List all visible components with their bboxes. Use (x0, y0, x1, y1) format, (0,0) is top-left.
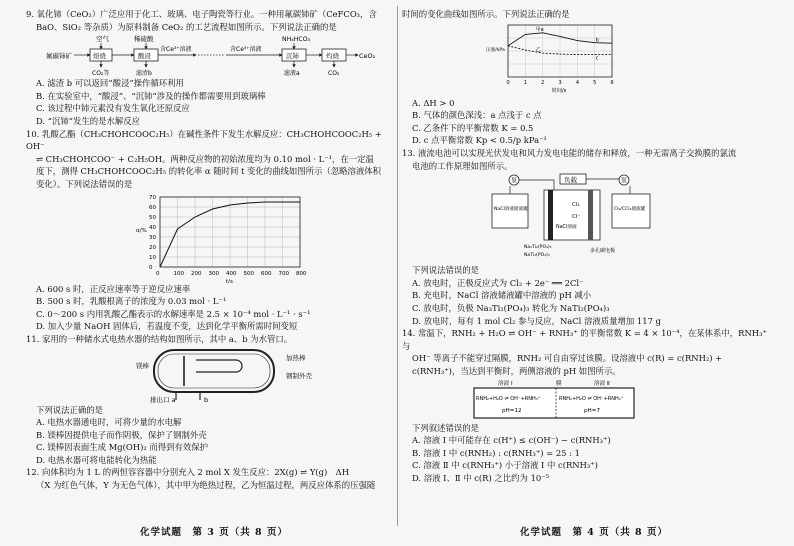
ph-right: pH=7 (584, 407, 601, 414)
q14-option-c: C. 溶液 Ⅱ 中 c(RNH₃⁺) 小于溶液 Ⅰ 中 c(RNH₃⁺) (412, 460, 598, 471)
q9-option-d: D. “沉铈”发生的是水解反应 (36, 115, 141, 126)
q10-stem-2: ⇌ CH₃CHOHCOO⁻ + C₂H₅OH。两种反应物的初始浓度均为 0.10 mol · L⁻¹，在一定温 (36, 153, 374, 164)
flow-co2: CO₂等 (92, 70, 110, 78)
mid-solution-label: NaCl溶液 (556, 225, 577, 231)
q14-stem-1: 14. 常温下，RNH₂ + H₂O ⇌ OH⁻ + RNH₃⁺ 的平衡常数 K = 4 × 10⁻⁴，在某体系中，RNH₃⁺ 与 (402, 328, 767, 351)
load-label: 负载 (564, 176, 577, 185)
q10-option-b: B. 500 s 时，乳酸根离子的浓度为 0.03 mol · L⁻¹ (36, 296, 227, 307)
y-axis-label: 压强/kPa (486, 47, 505, 53)
q9-stem-2: BaO、SiO₂ 等杂质）为原料制备 CeO₂ 的工艺流程如图所示。下列说法正确的是 (36, 21, 337, 32)
x-tick-label: 100 (173, 270, 184, 277)
flow-hcl: 稀硫酸 (134, 35, 154, 44)
q11-option-a: A. 电热水器通电时，可将少量的水电解 (36, 417, 182, 428)
pump-right-label: 泵 (621, 177, 628, 185)
q13-stem-2: 电池的工作原理如图所示。 (412, 160, 513, 171)
q12-stem-1: 12. 向体积均为 1 L 的两恒容容器中分别充入 2 mol X 发生反应：2X(g) ⇌ Y(g) ΔH (26, 467, 350, 478)
q10-stem-3: 度下，测得 CH₃CHOHCOOC₂H₅ 的转化率 α 随时间 t 变化的曲线如图所示（忽略溶液体积 (36, 166, 382, 177)
heater-rod-label: 加热棒 (286, 353, 306, 362)
question-9 (26, 8, 396, 128)
q13-option-c: C. 放电时，负极 Na₃Ti₂(PO₄)₃ 转化为 NaTi₂(PO₄)₃ (412, 302, 610, 313)
x-axis-label: 时间/s (552, 87, 567, 94)
x-tick-label: 800 (296, 270, 307, 277)
x-tick-label: 300 (208, 270, 219, 277)
question-10 (26, 128, 396, 333)
q9-option-a: A. 滤渣 b 可以返回“酸浸”操作循环利用 (36, 78, 184, 89)
q10-conversion-chart (134, 191, 314, 283)
y-tick-label: 0 (149, 264, 153, 271)
q10-option-a: A. 600 s 时，正反应速率等于逆反应速率 (36, 283, 191, 294)
eq-right: RNH₂+H₂O ⇌ OH⁻+RNH₃⁺ (559, 395, 624, 402)
left-tank-label: NaCl溶液储液罐 (494, 207, 528, 213)
y-tick-label: 50 (149, 214, 156, 221)
q10-option-c: C. 0～200 s 内用乳酸乙酯表示的水解速率是 2.5 × 10⁻⁴ mol · L⁻¹ · s⁻¹ (36, 308, 311, 319)
x-tick-label: 1 (523, 79, 528, 86)
q12-stem-3: 时间的变化曲线如图所示。下列说法正确的是 (402, 9, 570, 19)
right-column (402, 8, 774, 484)
q13-sub: 下列说法错误的是 (412, 265, 479, 276)
ph-left: pH=12 (502, 407, 522, 414)
x-axis-label: t/s (226, 278, 233, 283)
x-tick-label: 2 (541, 79, 545, 86)
q12-option-a: A. ΔH > 0 (412, 97, 455, 108)
outlet-a-label: 排出口 a (150, 395, 176, 404)
series-label: 乙 (535, 46, 541, 53)
question-14 (402, 327, 774, 484)
y-tick-label: 20 (149, 244, 156, 251)
x-tick-label: 5 (593, 79, 597, 86)
flow-ce3: 含Ce³⁺溶液 (160, 46, 192, 54)
q14-stem-2: OH⁻ 等离子不能穿过隔膜，RNH₂ 可自由穿过该膜。设溶液中 c(R) = c(RNH₂) + (412, 353, 723, 364)
y-tick-label: 10 (149, 254, 156, 261)
q10-option-d: D. 加入少量 NaOH 固体后，若温度不变，达到化学平衡所需时间变短 (36, 321, 298, 332)
question-12 (26, 466, 396, 491)
point-b-label: b (595, 37, 599, 44)
q9-option-c: C. 该过程中铈元素没有发生氧化还原反应 (36, 103, 190, 114)
q11-option-b: B. 镁棒因提供电子而作阴极，保护了钢制外壳 (36, 429, 207, 440)
q14-sub: 下列叙述错误的是 (412, 422, 479, 433)
y-tick-label: 40 (149, 224, 156, 231)
question-13 (402, 147, 774, 327)
q13-option-d: D. 放电时，每有 1 mol Cl₂ 参与反应，NaCl 溶液质量增加 117 g (412, 315, 661, 326)
q12-option-c: C. 乙条件下的平衡常数 K = 0.5 (412, 122, 534, 133)
flow-roast: 焙烧 (93, 52, 106, 61)
flow-ceo2: CeO₂ (359, 52, 376, 61)
cl2-label: Cl₂ (572, 202, 580, 209)
x-tick-label: 200 (191, 270, 202, 277)
q13-option-b: B. 充电时，NaCl 溶液储液罐中溶液的 pH 减小 (412, 290, 592, 301)
q11-option-d: D. 电热水器可将电能转化为热能 (36, 454, 157, 465)
solution-1-label: 溶液 Ⅰ (498, 380, 513, 387)
point-c-label: c (595, 55, 599, 62)
q12-pressure-chart (486, 21, 626, 97)
q9-stem-1: 9. 氧化铈（CeO₂）广泛应用于化工、玻璃、电子陶瓷等行业。一种用氟碳铈矿（CeFCO₃，含 (26, 9, 377, 19)
q14-option-a: A. 溶液 Ⅰ 中可能存在 c(H⁺) ≤ c(OH⁻) − c(RNH₃⁺) (412, 435, 611, 446)
pipe-b-label: b (204, 395, 209, 404)
x-tick-label: 0 (506, 79, 510, 86)
q13-battery-diagram (488, 172, 688, 264)
footer-page-4: 化学试题 第 4 页（共 8 页） (520, 527, 668, 538)
q12-option-d: D. c 点平衡常数 Kp < 0.5/p kPa⁻¹ (412, 135, 547, 146)
question-12-continued (402, 8, 774, 147)
cl-ion-label: Cl⁻ (572, 214, 581, 221)
q14-option-d: D. 溶液 Ⅰ、Ⅱ 中 c(R) 之比约为 10⁻⁵ (412, 472, 550, 483)
column-divider (397, 6, 398, 526)
q14-option-b: B. 溶液 Ⅰ 中 c(RNH₂) : c(RNH₃⁺) = 25 : 1 (412, 447, 580, 458)
left-column (26, 8, 396, 492)
y-tick-label: 30 (149, 234, 156, 241)
q11-option-c: C. 镁棒因表面生成 Mg(OH)₂ 而得到有效保护 (36, 442, 209, 453)
y-tick-label: 70 (149, 194, 156, 201)
porous-electrode-label: 多孔碳电极 (590, 248, 616, 255)
x-tick-label: 500 (243, 270, 254, 277)
footer-page-3: 化学试题 第 3 页（共 8 页） (140, 527, 288, 538)
eq-left: RNH₂+H₂O ⇌ OH⁻+RNH₃⁺ (476, 395, 541, 402)
pump-left-label: 泵 (511, 177, 518, 185)
point-a-label: a (540, 26, 544, 33)
flow-ore: 氟碳铈矿 (46, 52, 72, 61)
flow-co2-b: CO₂ (328, 70, 340, 78)
x-tick-label: 6 (610, 79, 614, 86)
y-tick-label: 60 (149, 204, 156, 211)
q11-stem: 11. 家用的一种储水式电热水器的结构如图所示，其中 a、b 为水管口。 (26, 333, 293, 344)
na1-label: NaTi₂(PO₄)₃ (524, 253, 550, 259)
x-tick-label: 4 (575, 79, 580, 86)
right-tank-label: Cl₂/CCl₄储液罐 (614, 207, 646, 213)
x-tick-label: 400 (226, 270, 237, 277)
q14-membrane-diagram (464, 378, 644, 422)
solution-2-label: 溶液 Ⅱ (594, 380, 610, 387)
flow-acid: 酸浸 (138, 52, 151, 61)
flow-ce4: 含Ce³⁺溶液 (230, 46, 262, 54)
flow-ppt: 沉铈 (286, 52, 299, 61)
x-tick-label: 600 (261, 270, 272, 277)
flow-residue-b: 滤渣b (136, 70, 152, 78)
q11-sub: 下列说法正确的是 (36, 404, 103, 415)
membrane-label: 膜 (556, 380, 562, 387)
q12-stem-2: （X 为红色气体，Y 为无色气体），其中甲为绝热过程，乙为恒温过程，两反应体系的压强随 (36, 480, 376, 491)
question-11 (26, 333, 396, 467)
q9-option-b: B. 在实验室中，“酸浸”、“沉铈”涉及的操作都需要用到玻璃棒 (36, 90, 266, 101)
series-label: 甲 (535, 26, 541, 33)
q12-option-b: B. 气体的颜色深浅：a 点浅于 c 点 (412, 110, 542, 121)
na3-label: Na₃Ti₂(PO₄)₃ (524, 245, 552, 251)
x-tick-label: 0 (156, 270, 160, 277)
q14-stem-3: c(RNH₃⁺)，当达到平衡时，两侧溶液的 pH 如图所示。 (412, 365, 621, 376)
y-axis-label: α/% (136, 227, 147, 234)
q10-stem-4: 变化）。下列说法错误的是 (36, 178, 133, 189)
flow-filtrate-a: 滤液a (284, 70, 300, 78)
q13-option-a: A. 放电时，正极反应式为 Cl₂ + 2e⁻ ══ 2Cl⁻ (412, 277, 584, 288)
flow-air: 空气 (96, 35, 109, 44)
flow-nh4: NH₄HCO₃ (282, 36, 311, 44)
x-tick-label: 700 (278, 270, 289, 277)
steel-shell-label: 钢制外壳 (286, 371, 312, 380)
q13-stem-1: 13. 液流电池可以实现光伏发电和风力发电电能的储存和释放，一种无需离子交换膜的氯流 (402, 147, 737, 158)
x-tick-label: 3 (558, 79, 562, 86)
q10-stem-1: 10. 乳酸乙酯（CH₃CHOHCOOC₂H₅）在碱性条件下发生水解反应：CH₃CHOHCOOC₂H₅ + OH⁻ (26, 128, 382, 152)
q11-heater-diagram (136, 346, 346, 404)
flow-burn: 灼烧 (326, 52, 339, 61)
q9-flow-diagram (46, 33, 376, 77)
mg-rod-label: 镁棒 (136, 361, 149, 370)
